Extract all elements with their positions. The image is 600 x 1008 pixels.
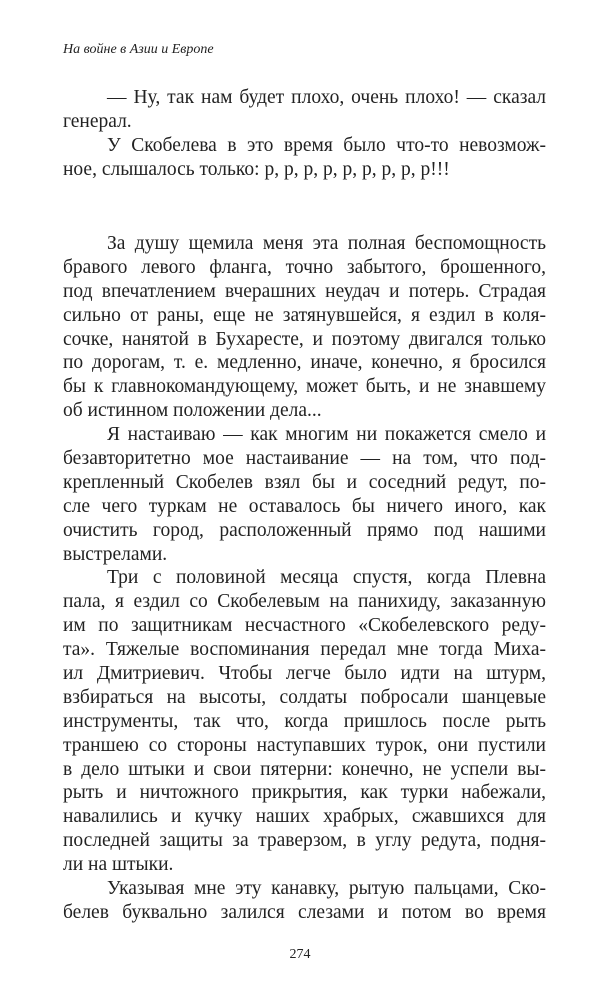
text-line: ное, слышалось только: р, р, р, р, р, р, р, р, р!!! (63, 158, 450, 180)
text-line: об истинном положении дела... (63, 400, 322, 422)
text-line: последней защиты за траверзом, в углу редута, подня- (63, 830, 546, 852)
text-line: под впечатлением вчерашних неудач и потерь. Страдая (63, 280, 546, 302)
paragraph (63, 232, 546, 423)
text-line: бы к главнокомандующему, может быть, и не знавшему (63, 376, 546, 398)
text-line: безавторитетно мое настаивание — на том, что под- (63, 448, 546, 470)
paragraph (63, 134, 546, 182)
text-line: У Скобелева в это время было что-то невозмож- (107, 134, 546, 156)
paragraph (63, 423, 546, 566)
page-number: 274 (289, 947, 311, 962)
text-block-top (63, 86, 546, 182)
text-line: Указывая мне эту канавку, рытую пальцами, Ско- (107, 878, 546, 900)
text-line: пала, я ездил со Скобелевым на панихиду, заказанную (63, 591, 546, 613)
text-line: рыть и ничтожного прикрытия, как турки набежали, (63, 782, 546, 804)
running-header: На войне в Азии и Европе (63, 42, 214, 57)
text-line: Я настаиваю — как многим ни покажется смело и (107, 424, 546, 446)
text-line: выстрелами. (63, 543, 168, 565)
text-line: сле чего туркам не оставалось бы ничего иного, как (63, 495, 546, 517)
text-line: в дело штыки и свои пятерни: конечно, не успели вы- (63, 758, 546, 780)
text-line: ли на штыки. (63, 854, 174, 876)
text-line: сочке, нанятой в Бухаресте, и поэтому двигался только (63, 328, 546, 350)
text-line: траншею со стороны наступавших турок, они пустили (63, 734, 546, 756)
text-line: навалились и кучку наших храбрых, сжавшихся для (63, 806, 546, 828)
text-line: взбираться на высоты, солдаты побросали шанцевые (63, 686, 546, 708)
text-line: та». Тяжелые воспоминания передал мне тогда Миха- (63, 639, 546, 661)
text-line: Три с половиной месяца спустя, когда Плевна (107, 567, 546, 589)
text-block-main (63, 232, 546, 925)
paragraph (63, 877, 546, 925)
text-line: ил Дмитриевич. Чтобы легче было идти на штурм, (63, 663, 546, 685)
text-line: крепленный Скобелев взял бы и соседний редут, по- (63, 471, 546, 493)
paragraph (63, 566, 546, 877)
text-line: — Ну, так нам будет плохо, очень плохо! — сказал (107, 87, 546, 108)
text-line: белев буквально залился слезами и потом во время (63, 901, 546, 923)
text-line: сильно от раны, еще не затянувшейся, я ездил в коля- (63, 304, 546, 326)
text-line: по дорогам, т. е. медленно, иначе, конечно, я бросился (63, 352, 546, 374)
text-line: им по защитникам несчастного «Скобелевского реду- (63, 615, 546, 637)
text-line: генерал. (63, 110, 132, 132)
text-line: инструменты, так что, когда пришлось после рыть (63, 710, 546, 732)
paragraph (63, 86, 546, 134)
text-line: За душу щемила меня эта полная беспомощность (107, 233, 546, 254)
text-line: очистить город, расположенный прямо под нашими (63, 519, 546, 541)
text-line: бравого левого фланга, точно забытого, брошенного, (63, 256, 546, 278)
